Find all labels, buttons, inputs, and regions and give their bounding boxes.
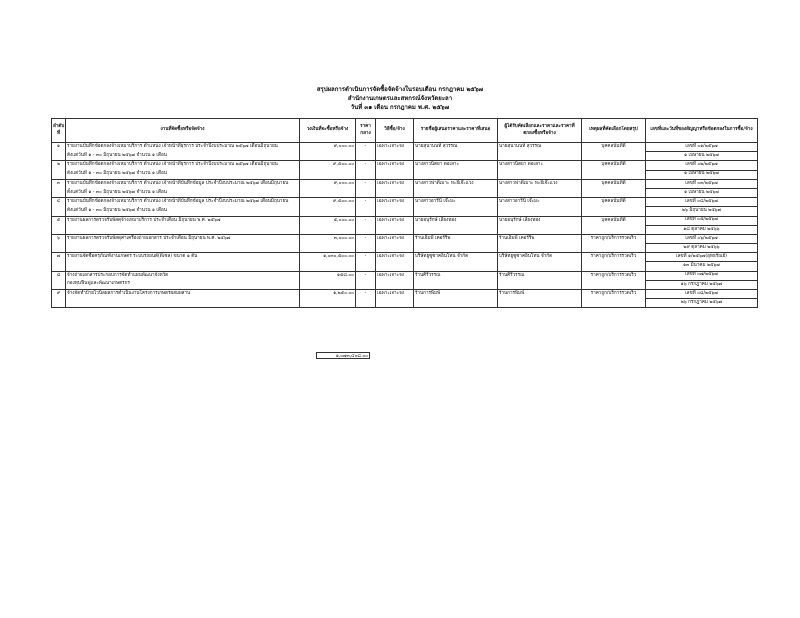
col-header-budget: วงเงินที่จะซื้อหรือจ้าง <box>300 119 356 143</box>
cell-no <box>52 280 66 289</box>
cell-median-price: - <box>356 143 376 152</box>
total-amount: ๑,๐๗๓,๔๐๘.๐๐ <box>316 352 370 359</box>
table-row <box>52 179 758 188</box>
cell-bidder <box>414 207 498 216</box>
cell-median-price <box>356 280 376 289</box>
cell-reason <box>582 299 646 308</box>
cell-contract: เลขที่ ๐๗/๒๕๖๗ <box>646 271 758 280</box>
cell-bidder <box>414 188 498 197</box>
cell-contract: เลขที่ ๐๘/๒๕๖๗ <box>646 290 758 299</box>
cell-reason: ราคาถูก/บริการรวดเร็ว <box>582 290 646 299</box>
cell-budget <box>300 188 356 197</box>
col-header-method: วิธีซื้อ/จ้าง <box>376 119 414 143</box>
cell-median-price <box>356 225 376 234</box>
cell-method <box>376 152 414 161</box>
cell-reason <box>582 188 646 197</box>
cell-bidder: ร้านศิรีวรรณ <box>414 271 498 280</box>
cell-reason <box>582 207 646 216</box>
cell-contract: ๑ เมษายน ๒๕๖๗ <box>646 188 758 197</box>
table-row <box>52 207 758 216</box>
cell-contract: ๒๖ กรกฎาคม ๒๕๖๗ <box>646 299 758 308</box>
report-title: สรุปผลการดำเนินการจัดซื้อจัดจ้างในรอบเดือน กรกฎาคม ๒๕๖๗ <box>316 86 484 93</box>
cell-median-price: - <box>356 271 376 280</box>
cell-method: เฉพาะเจาะจง <box>376 253 414 262</box>
cell-bidder: นายสุนานนท์ สุวรรณ <box>414 143 498 152</box>
cell-no: ๒ <box>52 161 66 170</box>
cell-item: กองทุนฟื้นฟูและพัฒนาเกษตรกร <box>66 280 300 289</box>
cell-contract: ๑๖ กรกฎาคม ๒๕๖๗ <box>646 280 758 289</box>
cell-reason: บุคคลนั้นที่ดี <box>582 179 646 188</box>
report-date: วันที่ ๓๑ เดือน กรกฎาคม พ.ศ. ๒๕๖๗ <box>350 104 450 111</box>
cell-selected <box>498 207 582 216</box>
col-header-bidders: รายชื่อผู้เสนอราคาและราคาที่เสนอ <box>414 119 498 143</box>
cell-no: ๘ <box>52 271 66 280</box>
cell-no: ๑ <box>52 143 66 152</box>
cell-selected <box>498 262 582 271</box>
cell-item: รายงานบันทึกข้อตกลงจ้างเหมาบริการ ตำแหน่ง เจ้าหน้าที่ธุรการ ประจำปีงบประมาณ ๒๕๖๗ เดือนมิถุนายน <box>66 143 300 152</box>
cell-bidder <box>414 262 498 271</box>
cell-median-price <box>356 170 376 179</box>
cell-no <box>52 207 66 216</box>
report-agency: สำนักงานเกษตรและสหกรณ์จังหวัดยะลา <box>347 95 453 102</box>
cell-median-price <box>356 262 376 271</box>
cell-selected: บริษัทยูซูซาคอิ่นโทน จำกัด <box>498 253 582 262</box>
cell-contract: ๒๙ ตุลาคม ๒๕๖๖ <box>646 244 758 253</box>
cell-budget <box>300 299 356 308</box>
cell-budget: ๙,๐๐๐.๐๐ <box>300 143 356 152</box>
cell-no <box>52 262 66 271</box>
table-row <box>52 280 758 289</box>
cell-selected <box>498 299 582 308</box>
cell-median-price: - <box>356 253 376 262</box>
table-row <box>52 161 758 170</box>
col-header-median-price: ราคากลาง <box>356 119 376 143</box>
cell-bidder <box>414 152 498 161</box>
cell-contract: ๒๖ มิถุนายน ๒๕๖๗ <box>646 207 758 216</box>
cell-budget <box>300 262 356 271</box>
cell-item <box>66 299 300 308</box>
table-row <box>52 170 758 179</box>
cell-selected <box>498 244 582 253</box>
cell-no <box>52 188 66 197</box>
cell-median-price: - <box>356 290 376 299</box>
cell-reason <box>582 225 646 234</box>
table-row <box>52 234 758 243</box>
table-row <box>52 152 758 161</box>
cell-median-price <box>356 244 376 253</box>
cell-method: เฉพาะเจาะจง <box>376 271 414 280</box>
cell-method: เฉพาะเจาะจง <box>376 161 414 170</box>
cell-median-price <box>356 188 376 197</box>
cell-item: รายงานผลการตรวจรับพัสดุค่าเครื่องถ่ายเอกสาร ประจำเดือน มิถุนายน พ.ศ. ๒๕๖๗ <box>66 234 300 243</box>
cell-contract: ๑๘ ตุลาคม ๒๕๖๖ <box>646 225 758 234</box>
table-row <box>52 225 758 234</box>
cell-median-price <box>356 152 376 161</box>
cell-selected: นายอนุรักษ์ เลี้ยงทอง <box>498 216 582 225</box>
cell-reason <box>582 262 646 271</box>
cell-method <box>376 262 414 271</box>
cell-no: ๔ <box>52 198 66 207</box>
cell-item: รายงานบันทึกข้อตกลงจ้างเหมาบริการ ตำแหน่ง เจ้าหน้าที่บันทึกข้อมูล ประจำปีงบประมาณ ๒๕๖๗ เดือนมิถุนายน <box>66 179 300 188</box>
cell-bidder: นางสาวอารีนี เจ๊ะมะ <box>414 198 498 207</box>
cell-reason: บุคคลนั้นที่ดี <box>582 216 646 225</box>
cell-contract: เลขที่ ๐๕/๒๕๖๗ <box>646 216 758 225</box>
cell-budget: ๙,๐๐๐.๐๐ <box>300 179 356 188</box>
cell-item: รายงานบันทึกข้อตกลงจ้างเหมาบริการ ตำแหน่ง เจ้าหน้าที่ธุรการ ประจำปีงบประมาณ ๒๕๖๗ เดือนมิถุนายน <box>66 161 300 170</box>
col-header-reason: เหตุผลที่คัดเลือกโดยสรุป <box>582 119 646 143</box>
cell-no: ๖ <box>52 234 66 243</box>
cell-reason: บุคคลนั้นที่ดี <box>582 198 646 207</box>
cell-selected <box>498 152 582 161</box>
cell-no: ๙ <box>52 290 66 299</box>
table-body <box>52 143 758 308</box>
cell-contract: เลขที่ ๐๓/๒๕๖๗ <box>646 179 758 188</box>
cell-contract: เลขที่ ๐๑/๒๕๖๗ <box>646 143 758 152</box>
cell-selected: ร้านศิรีวรรณ <box>498 271 582 280</box>
cell-item: รายงานผลการตรวจรับพัสดุจ้างเหมาบริการ ประจำเดือน มิถุนายน พ.ศ. ๒๕๖๗ <box>66 216 300 225</box>
cell-bidder <box>414 170 498 179</box>
cell-no: ๗ <box>52 253 66 262</box>
cell-bidder <box>414 299 498 308</box>
cell-contract: เลขที่ ๐๖/๒๕๖๗ <box>646 234 758 243</box>
cell-method <box>376 280 414 289</box>
cell-budget: ๑,๐๓๐,๕๐๐.๐๐ <box>300 253 356 262</box>
cell-method <box>376 188 414 197</box>
cell-selected: ร้านการพิมพ์ <box>498 290 582 299</box>
cell-selected <box>498 280 582 289</box>
cell-selected: นางสาวนิตยา ดอเลาะ <box>498 161 582 170</box>
cell-contract: ๑ เมษายน ๒๕๖๗ <box>646 152 758 161</box>
cell-item: จ้างจัดทำป้ายไวนิลผลการดำเนินงานโครงการเกษตรผสมผสาน <box>66 290 300 299</box>
cell-contract: ๑๓ มีนาคม ๒๕๖๗ <box>646 262 758 271</box>
cell-median-price: - <box>356 161 376 170</box>
cell-method: เฉพาะเจาะจง <box>376 234 414 243</box>
cell-item: ตั้งแต่วันที่ ๑ - ๓๐ มิถุนายน ๒๕๖๗ จำนวน ๑ เดือน <box>66 188 300 197</box>
cell-bidder: นายอนุรักษ์ เลี้ยงทอง <box>414 216 498 225</box>
cell-item: ตั้งแต่วันที่ ๑ - ๓๐ มิถุนายน ๒๕๖๗ จำนวน ๑ เดือน <box>66 152 300 161</box>
cell-bidder <box>414 244 498 253</box>
cell-reason <box>582 152 646 161</box>
col-header-item: งานที่จัดซื้อหรือจัดจ้าง <box>66 119 300 143</box>
cell-median-price: - <box>356 198 376 207</box>
cell-method: เฉพาะเจาะจง <box>376 179 414 188</box>
cell-contract: เลขที่ ๐๔/๒๕๖๗ <box>646 198 758 207</box>
cell-method: เฉพาะเจาะจง <box>376 290 414 299</box>
cell-reason <box>582 280 646 289</box>
header-row <box>52 119 758 143</box>
cell-item: รายงานจัดซื้อครุภัณฑ์งานเกษตร ระบบรถยนต์(ดีเซล) ขนาด ๑ ตัน <box>66 253 300 262</box>
cell-budget: ๕,๐๐๐.๐๐ <box>300 216 356 225</box>
table-row <box>52 271 758 280</box>
cell-reason: บุคคลนั้นที่ดี <box>582 161 646 170</box>
cell-bidder: นางสาวฟาตีเมาะ หะยีเจ๊ะแวง <box>414 179 498 188</box>
cell-reason: ราคาถูก/บริการรวดเร็ว <box>582 234 646 243</box>
table-row <box>52 290 758 299</box>
table-row <box>52 198 758 207</box>
cell-budget: ๙,๕๐๐.๐๐ <box>300 198 356 207</box>
col-header-contract: เลขที่และวันที่ของสัญญาหรือข้อตกลงในการซื้อ/จ้าง <box>646 119 758 143</box>
cell-budget <box>300 225 356 234</box>
cell-item <box>66 262 300 271</box>
table-row <box>52 188 758 197</box>
cell-contract: ๑ เมษายน ๒๕๖๗ <box>646 170 758 179</box>
cell-reason: ราคาถูก/บริการรวดเร็ว <box>582 253 646 262</box>
cell-no: ๓ <box>52 179 66 188</box>
cell-selected: ร้านเอ็มพี เคอร์ริพ <box>498 234 582 243</box>
cell-budget: ๙,๕๐๐.๐๐ <box>300 161 356 170</box>
cell-no <box>52 170 66 179</box>
cell-method <box>376 225 414 234</box>
cell-no: ๕ <box>52 216 66 225</box>
table-row <box>52 299 758 308</box>
cell-no <box>52 299 66 308</box>
cell-method <box>376 207 414 216</box>
cell-item: จ้างถ่ายเอกสารประกอบการจัดทำแผนพัฒนาจังหวัด <box>66 271 300 280</box>
cell-method <box>376 170 414 179</box>
cell-selected <box>498 225 582 234</box>
cell-selected: นางสาวฟาตีเมาะ หะยีเจ๊ะแวง <box>498 179 582 188</box>
cell-bidder: นางสาวนิตยา ดอเลาะ <box>414 161 498 170</box>
cell-method: เฉพาะเจาะจง <box>376 198 414 207</box>
cell-reason: ราคาถูก/บริการรวดเร็ว <box>582 271 646 280</box>
cell-selected: นายสุนานนท์ สุวรรณ <box>498 143 582 152</box>
cell-budget: ๑๕๘.๐๐ <box>300 271 356 280</box>
cell-item <box>66 244 300 253</box>
cell-median-price <box>356 299 376 308</box>
cell-item: ตั้งแต่วันที่ ๑ - ๓๐ มิถุนายน ๒๕๖๗ จำนวน ๑ เดือน <box>66 207 300 216</box>
cell-method <box>376 299 414 308</box>
cell-selected <box>498 170 582 179</box>
cell-item: ตั้งแต่วันที่ ๑ - ๓๐ มิถุนายน ๒๕๖๗ จำนวน ๑ เดือน <box>66 170 300 179</box>
cell-item: รายงานบันทึกข้อตกลงจ้างเหมาบริการ ตำแหน่ง เจ้าหน้าที่บันทึกข้อมูล ประจำปีงบประมาณ ๒๕๖๗ เดือนมิถุนายน <box>66 198 300 207</box>
cell-bidder: ร้านเอ็มพี เคอร์ริพ <box>414 234 498 243</box>
cell-no <box>52 225 66 234</box>
table-row <box>52 216 758 225</box>
cell-no <box>52 152 66 161</box>
procurement-table <box>51 118 758 308</box>
cell-budget <box>300 152 356 161</box>
cell-reason: บุคคลนั้นที่ดี <box>582 143 646 152</box>
cell-median-price: - <box>356 179 376 188</box>
cell-selected: นางสาวอารีนี เจ๊ะมะ <box>498 198 582 207</box>
cell-selected <box>498 188 582 197</box>
cell-no <box>52 244 66 253</box>
cell-reason <box>582 244 646 253</box>
cell-budget: ๑,๒๕๐.๐๐ <box>300 290 356 299</box>
cell-bidder <box>414 280 498 289</box>
cell-budget <box>300 207 356 216</box>
cell-bidder <box>414 225 498 234</box>
table-row <box>52 253 758 262</box>
cell-budget <box>300 244 356 253</box>
cell-method <box>376 244 414 253</box>
col-header-selected: ผู้ได้รับคัดเลือกและราคาและราคาที่ตกลงซื้อหรือจ้าง <box>498 119 582 143</box>
table-row <box>52 244 758 253</box>
cell-contract: เลขที่ ๑/๒๕๖๗(อุทธรัณย์) <box>646 253 758 262</box>
col-header-no: ลำดับที่ <box>52 119 66 143</box>
cell-reason <box>582 170 646 179</box>
cell-bidder: ร้านการพิมพ์ <box>414 290 498 299</box>
table-row <box>52 262 758 271</box>
cell-method: เฉพาะเจาะจง <box>376 216 414 225</box>
cell-item <box>66 225 300 234</box>
cell-bidder: บริษัทยูซูซาคอิ่นโทน จำกัด <box>414 253 498 262</box>
cell-budget <box>300 170 356 179</box>
cell-method: เฉพาะเจาะจง <box>376 143 414 152</box>
cell-median-price: - <box>356 234 376 243</box>
cell-contract: เลขที่ ๐๒/๒๕๖๗ <box>646 161 758 170</box>
cell-median-price: - <box>356 216 376 225</box>
cell-budget: ๓,๐๐๐.๐๐ <box>300 234 356 243</box>
cell-median-price <box>356 207 376 216</box>
cell-budget <box>300 280 356 289</box>
table-row <box>52 143 758 152</box>
